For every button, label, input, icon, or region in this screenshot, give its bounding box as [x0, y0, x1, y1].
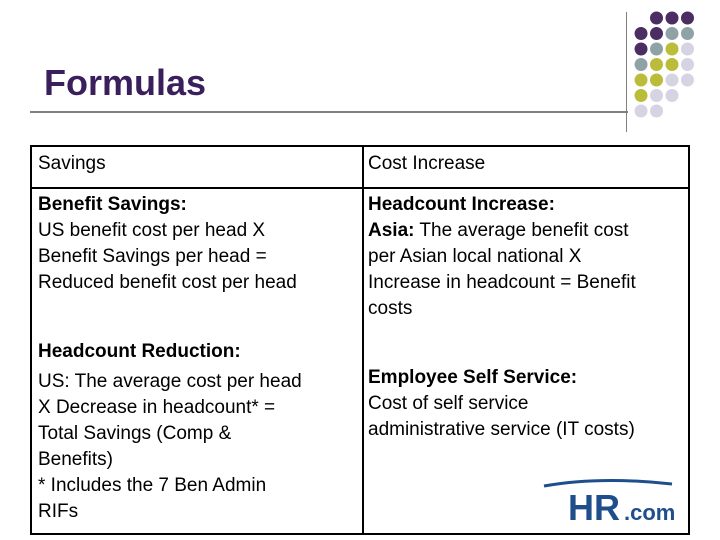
vertical-accent-line	[626, 12, 627, 132]
headcount-reduction-footnote-1: * Includes the 7 Ben Admin	[38, 475, 267, 496]
decorative-dot	[650, 27, 663, 40]
decorative-dot	[681, 58, 694, 71]
benefit-savings-heading: Benefit Savings:	[38, 194, 187, 215]
header-cost-increase: Cost Increase	[368, 153, 486, 174]
employee-self-service-cell	[368, 365, 635, 443]
decorative-dot	[635, 74, 648, 87]
decorative-dot	[650, 74, 663, 87]
decorative-dot	[650, 89, 663, 102]
decorative-dot	[681, 43, 694, 56]
headcount-reduction-line-3: Total Savings (Comp &	[38, 423, 232, 444]
logo-swoosh	[544, 480, 672, 486]
headcount-increase-line-3: Increase in headcount = Benefit	[368, 272, 636, 293]
employee-self-service-heading: Employee Self Service:	[368, 367, 578, 388]
decorative-dot	[635, 27, 648, 40]
decorative-dot	[635, 58, 648, 71]
decorative-dot	[681, 27, 694, 40]
decorative-dot	[666, 27, 679, 40]
decorative-dot	[650, 12, 663, 25]
asia-label: Asia:	[368, 220, 415, 241]
decorative-dot	[681, 74, 694, 87]
decorative-dot	[666, 43, 679, 56]
benefit-savings-line-3: Reduced benefit cost per head	[38, 272, 297, 293]
decorative-dot	[666, 74, 679, 87]
decorative-dot	[635, 89, 648, 102]
header-divider	[32, 187, 688, 189]
benefit-savings-line-2: Benefit Savings per head =	[38, 246, 267, 267]
headcount-increase-line-2: per Asian local national X	[368, 246, 582, 267]
decorative-dot	[650, 58, 663, 71]
decorative-dot	[650, 43, 663, 56]
headcount-reduction-line-2: X Decrease in headcount* =	[38, 397, 276, 418]
employee-self-service-line-1: Cost of self service	[368, 393, 529, 414]
decorative-dot	[666, 89, 679, 102]
decorative-dot	[666, 12, 679, 25]
headcount-reduction-line-4: Benefits)	[38, 449, 113, 470]
employee-self-service-line-2: administrative service (IT costs)	[368, 419, 635, 440]
headcount-reduction-heading: Headcount Reduction:	[38, 341, 241, 362]
header-savings: Savings	[38, 153, 106, 174]
decorative-dot	[666, 58, 679, 71]
decorative-dot	[650, 105, 663, 118]
benefit-savings-cell	[38, 192, 297, 296]
title-underline	[30, 111, 628, 113]
headcount-increase-line-4: costs	[368, 298, 413, 319]
headcount-reduction-footnote-2: RIFs	[38, 501, 79, 522]
column-divider	[362, 147, 364, 533]
headcount-increase-heading: Headcount Increase:	[368, 194, 555, 215]
headcount-reduction-line-1: US: The average cost per head	[38, 371, 302, 392]
headcount-increase-line-1: The average benefit cost	[414, 220, 629, 241]
decorative-dot	[635, 43, 648, 56]
logo-hr-text: HR	[568, 487, 620, 526]
headcount-reduction-cell	[38, 339, 302, 525]
page-title: Formulas	[44, 62, 207, 103]
hr-com-logo	[540, 476, 680, 526]
benefit-savings-line-1: US benefit cost per head X	[38, 220, 266, 241]
decorative-dot	[681, 12, 694, 25]
headcount-increase-cell	[368, 192, 636, 322]
decorative-dot	[635, 105, 648, 118]
logo-dotcom-text: .com	[624, 500, 676, 525]
